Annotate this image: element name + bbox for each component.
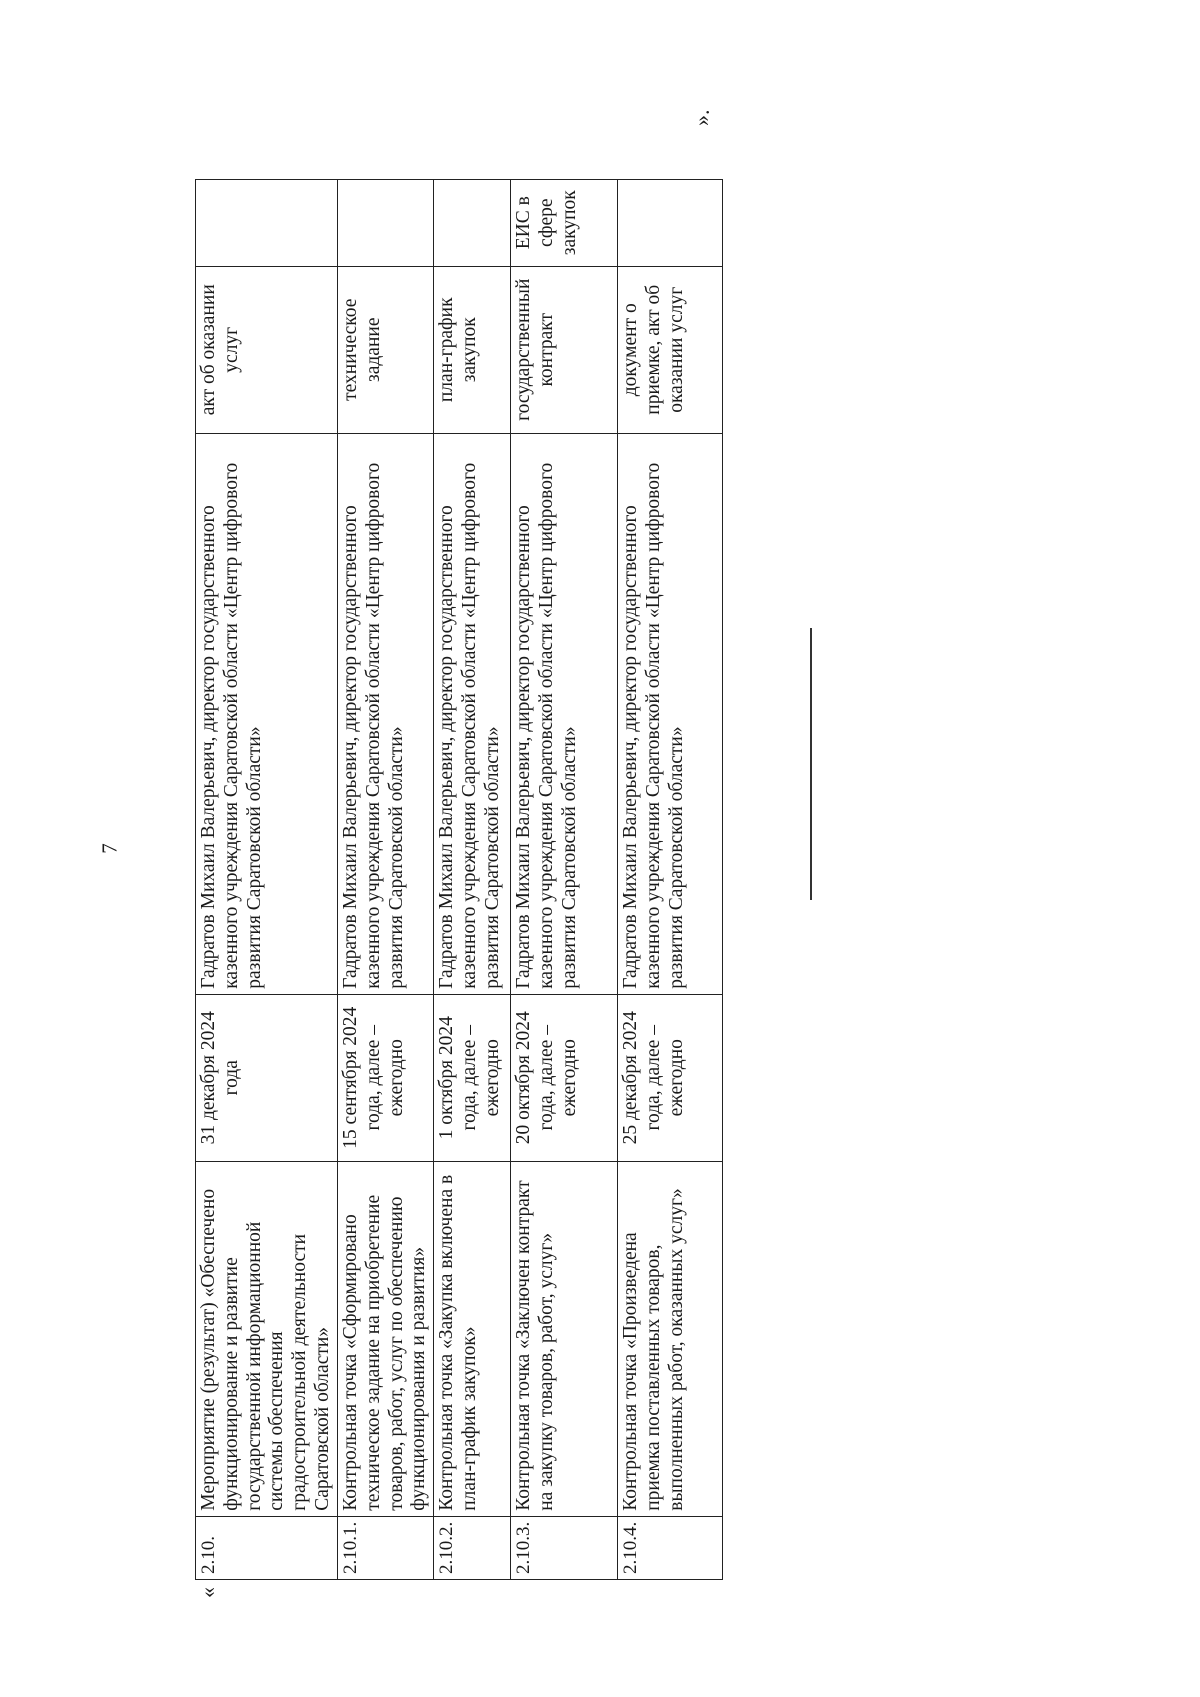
event-name: Контрольная точка «Заключен контракт на закупку товаров, работ, услуг» [511,1161,618,1516]
information-system [337,179,433,266]
responsible-person: Гадратов Михаил Валерьевич, директор государственного казенного учреждения Саратовской области «Центр цифрового развития Саратовской области» [337,433,433,994]
confirming-document: государственный контракт [511,266,618,433]
information-system [618,179,723,266]
row-number: 2.10.1. [337,1516,433,1579]
table-row [337,179,433,1579]
confirming-document: план-график закупок [434,266,511,433]
deadline-date: 25 декабря 2024 года, далее – ежегодно [618,994,723,1161]
responsible-person: Гадратов Михаил Валерьевич, директор государственного казенного учреждения Саратовской области «Центр цифрового развития Саратовской области» [196,433,338,994]
row-number: 2.10.4. [618,1516,723,1579]
table-row [511,179,618,1579]
control-points-table [195,179,723,1580]
confirming-document: акт об оказании услуг [196,266,338,433]
page-number: 7 [97,843,122,854]
responsible-person: Гадратов Михаил Валерьевич, директор государственного казенного учреждения Саратовской области «Центр цифрового развития Саратовской области» [511,433,618,994]
deadline-date: 20 октября 2024 года, далее – ежегодно [511,994,618,1161]
information-system [196,179,338,266]
confirming-document: техническое задание [337,266,433,433]
information-system: ЕИС в сфере закупок [511,179,618,266]
table-row [618,179,723,1579]
event-name: Контрольная точка «Сформировано техническое задание на приобретение товаров, работ, услуг по обеспечению функционирования и развития» [337,1161,433,1516]
confirming-document: документ о приемке, акт об оказании услуг [618,266,723,433]
table-row [196,179,338,1579]
opening-quote-mark: « [195,1587,220,1598]
information-system [434,179,511,266]
event-name: Контрольная точка «Произведена приемка поставленных товаров, выполненных работ, оказанных услуг» [618,1161,723,1516]
divider-line [810,628,812,900]
table-row [434,179,511,1579]
row-number: 2.10.2. [434,1516,511,1579]
closing-quote-mark: ». [689,109,714,126]
deadline-date: 15 сентября 2024 года, далее – ежегодно [337,994,433,1161]
row-number: 2.10.3. [511,1516,618,1579]
responsible-person: Гадратов Михаил Валерьевич, директор государственного казенного учреждения Саратовской области «Центр цифрового развития Саратовской области» [618,433,723,994]
deadline-date: 1 октября 2024 года, далее – ежегодно [434,994,511,1161]
event-name: Контрольная точка «Закупка включена в план-график закупок» [434,1161,511,1516]
deadline-date: 31 декабря 2024 года [196,994,338,1161]
responsible-person: Гадратов Михаил Валерьевич, директор государственного казенного учреждения Саратовской области «Центр цифрового развития Саратовской области» [434,433,511,994]
rotated-table-block [195,109,715,1598]
event-name: Мероприятие (результат) «Обеспечено функционирование и развитие государственной информационной системы обеспечения градостроительной деятельности Саратовской области» [196,1161,338,1516]
row-number: 2.10. [196,1516,338,1579]
